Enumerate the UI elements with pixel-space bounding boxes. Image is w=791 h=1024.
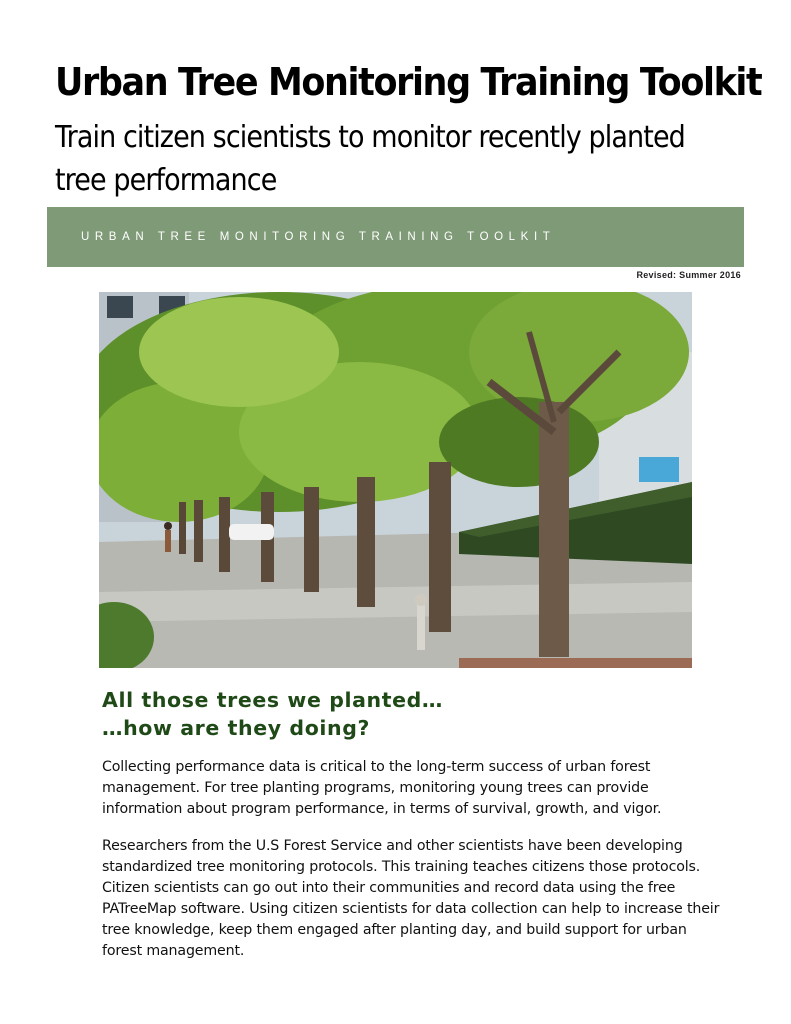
document-subtitle: Train citizen scientists to monitor recently planted tree performance	[55, 120, 685, 198]
headline-line-1: All those trees we planted…	[102, 688, 444, 712]
headline-line-2: …how are they doing?	[102, 716, 370, 740]
banner-label: URBAN TREE MONITORING TRAINING TOOLKIT	[81, 231, 556, 243]
document-title: Urban Tree Monitoring Training Toolkit	[55, 60, 762, 104]
intro-paragraph: Collecting performance data is critical to the long-term success of urban forest management. For tree planting programs, monitoring young trees can provide information about program performance, in terms of survival, growth, and vigor.	[102, 759, 662, 817]
revision-date: Revised: Summer 2016	[636, 270, 741, 280]
tree-lined-plaza-photo	[99, 292, 692, 668]
section-headline	[102, 686, 443, 742]
title-banner	[47, 207, 744, 267]
research-paragraph: Researchers from the U.S Forest Service and other scientists have been developing standardized tree monitoring protocols. This training teaches citizens those protocols. Citizen scientists can go out into their communities and record data using the free PATreeMap software. Using citizen scientists for data collection can help to increase their tree knowledge, keep them engaged after planting day, and build support for urban forest management.	[102, 838, 720, 959]
